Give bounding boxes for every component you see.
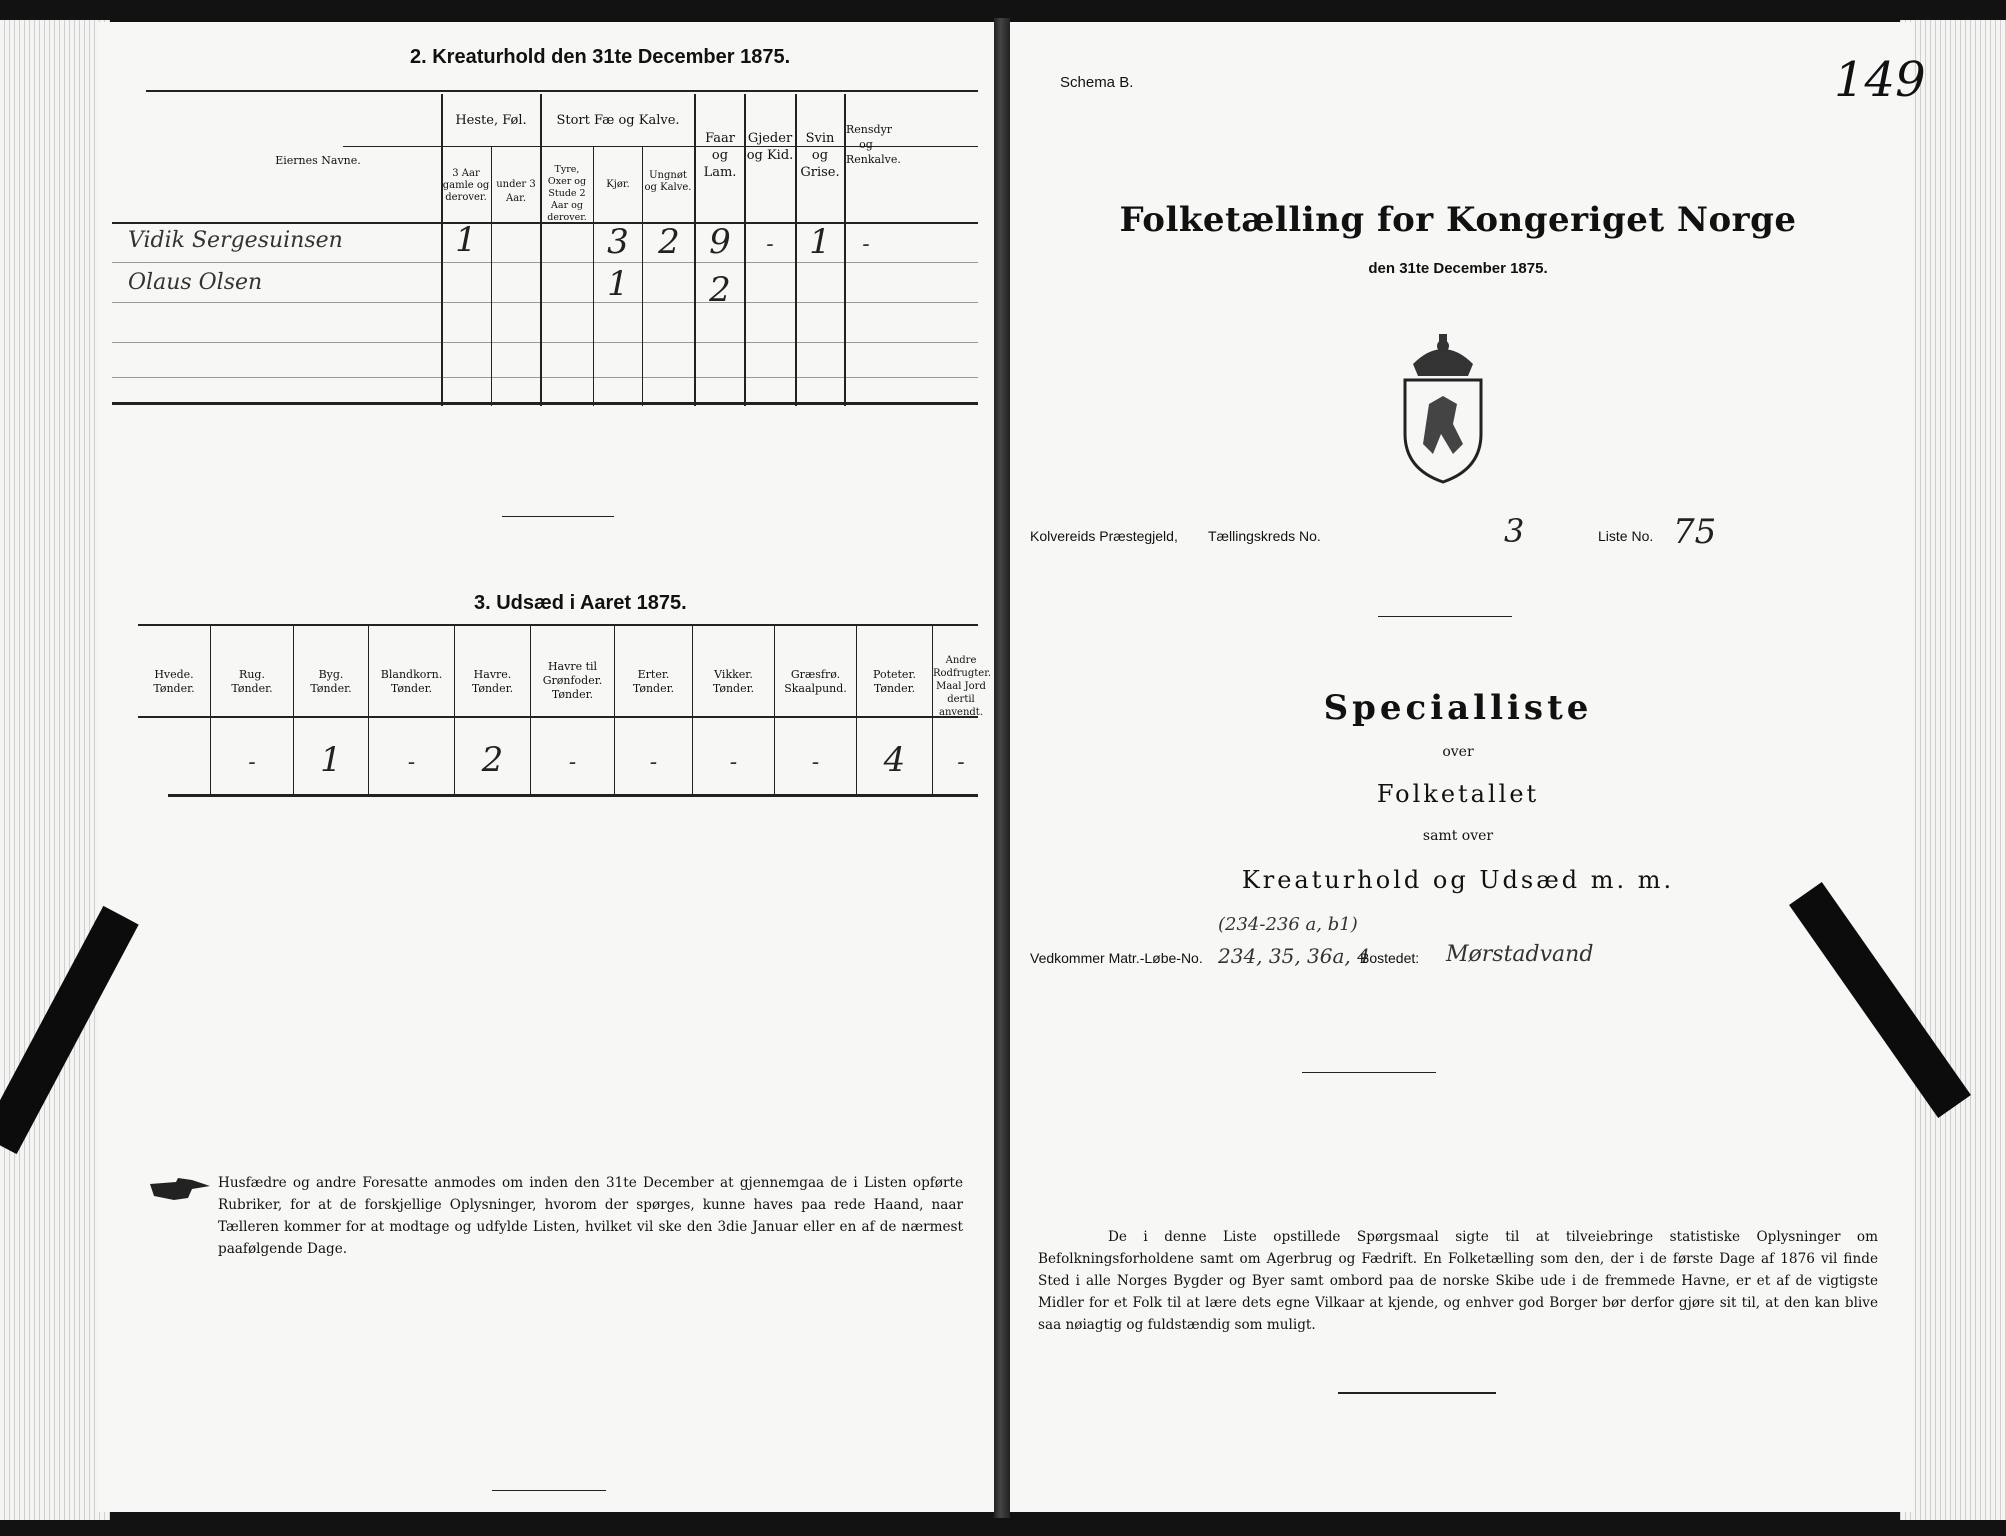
matr-value-above: (234-236 a, b1) bbox=[1218, 914, 1358, 935]
udsaed-col-3-header: Byg. Tønder. bbox=[310, 668, 352, 695]
district-number: 3 bbox=[1504, 512, 1525, 550]
udsaed-col-10-header: Poteter. Tønder. bbox=[873, 668, 916, 695]
census-date: den 31te December 1875. bbox=[1368, 260, 1548, 277]
list-number: 75 bbox=[1673, 512, 1717, 552]
table2-top-rule bbox=[146, 90, 978, 92]
owner-name-2: Olaus Olsen bbox=[128, 270, 263, 295]
matr-label: Vedkommer Matr.-Løbe-No. bbox=[1030, 950, 1203, 966]
schema-label: Schema B. bbox=[1060, 74, 1134, 91]
udsaed-val-10: 4 bbox=[883, 740, 906, 780]
udsaed-col-1-header: Hvede. Tønder. bbox=[153, 668, 195, 695]
cell-horse-old-1: 1 bbox=[455, 220, 477, 260]
samt-over-label: samt over bbox=[1422, 828, 1494, 844]
udsaed-val-5: 2 bbox=[481, 740, 504, 780]
book-gutter bbox=[994, 18, 1010, 1518]
col-owner-header: Eiernes Navne. bbox=[275, 154, 361, 167]
col-goats-header: Gjeder og Kid. bbox=[746, 131, 794, 163]
col-sheep-header: Faar og Lam. bbox=[703, 131, 737, 180]
udsaed-val-4: - bbox=[407, 750, 416, 775]
col-cows-header: Kjør. bbox=[606, 179, 630, 190]
udsaed-col-9-header: Græsfrø. Skaalpund. bbox=[784, 668, 847, 695]
owner-name-1: Vidik Sergesuinsen bbox=[128, 228, 343, 253]
cell-sheep-1: 9 bbox=[709, 222, 731, 262]
col-bulls-header: Tyre, Oxer og Stude 2 Aar og derover. bbox=[547, 164, 587, 223]
group-cattle-header: Stort Fæ og Kalve. bbox=[556, 113, 680, 128]
udsaed-val-6: - bbox=[568, 750, 577, 775]
information-note: De i denne Liste opstillede Spørgsmaal sigte til at tilveiebringe statistiske Oplysninger om Befolkningsforholdene samt om Agerbrug og Fædrift. En Folketælling som den, der i de første Dage af 1876 vil finde Sted i alle Norges Bygder og Byer samt ombord paa de norske Skibe ude i de fremmede Havne, er et af de vigtigste Midler for et Folk til at lære dets egne Vilkaar at kjende, og enhver god Borger bør derfor gjøre sit til, at den kan blive saa nøiagtig og fuldstændig som muligt. bbox=[1038, 1229, 1878, 1333]
list-label: Liste No. bbox=[1598, 528, 1654, 544]
cell-pigs-1: 1 bbox=[809, 222, 831, 262]
section3-title: 3. Udsæd i Aaret 1875. bbox=[474, 592, 687, 614]
bosted-label: Bostedet: bbox=[1360, 950, 1420, 966]
parish-name: Kolvereids Præstegjeld, bbox=[1030, 528, 1178, 544]
bosted-value: Mørstadvand bbox=[1446, 942, 1594, 967]
udsaed-col-6-header: Havre til Grønfoder. Tønder. bbox=[542, 660, 603, 701]
cell-young-1: 2 bbox=[658, 222, 680, 262]
folketallet-heading: Folketallet bbox=[1376, 780, 1540, 808]
cell-cows-2: 1 bbox=[607, 264, 629, 304]
matr-value: 234, 35, 36a, 4 bbox=[1218, 944, 1370, 968]
udsaed-col-5-header: Havre. Tønder. bbox=[471, 668, 514, 695]
udsaed-val-7: - bbox=[649, 750, 658, 775]
left-page bbox=[98, 22, 996, 1512]
udsaed-col-4-header: Blandkorn. Tønder. bbox=[380, 668, 443, 695]
table3-top-rule bbox=[138, 624, 978, 626]
page-edges-left bbox=[0, 20, 110, 1520]
cell-sheep-2: 2 bbox=[709, 270, 731, 310]
census-title: Folketælling for Kongeriget Norge bbox=[1119, 200, 1797, 240]
udsaed-col-2-header: Rug. Tønder. bbox=[231, 668, 273, 695]
page-number: 149 bbox=[1834, 52, 1926, 108]
col-reindeer-header: Rensdyr og Renkalve. bbox=[846, 123, 901, 166]
specialliste-heading: Specialliste bbox=[1323, 688, 1593, 728]
right-page bbox=[1008, 22, 1926, 1512]
footnote-text: Husfædre og andre Foresatte anmodes om inden den 31te December at gjennemgaa de i Listen opførte Rubriker, for at de forskjellige Oplysninger, hvorom der spørges, kunne haves paa rede Haand, naar Tælleren kommer for at modtage og udfylde Listen, hvilket vil ske den 3die Januar eller en af de nærmest paafølgende Dage. bbox=[218, 1175, 963, 1257]
udsaed-col-11-header: Andre Rodfrugter. Maal Jord dertil anvendt. bbox=[933, 655, 992, 718]
udsaed-val-3: 1 bbox=[320, 740, 342, 780]
table3-header-rule bbox=[138, 716, 978, 718]
udsaed-val-2: - bbox=[248, 750, 256, 775]
col-horse-young-header: under 3 Aar. bbox=[496, 179, 536, 204]
group-horses-header: Heste, Føl. bbox=[455, 113, 527, 128]
col-young-header: Ungnøt og Kalve. bbox=[644, 170, 692, 193]
district-label: Tællingskreds No. bbox=[1208, 528, 1321, 544]
udsaed-val-8: - bbox=[729, 750, 738, 775]
udsaed-val-11: - bbox=[957, 750, 965, 775]
page-edges-right bbox=[1900, 20, 2006, 1520]
col-horse-old-header: 3 Aar gamle og derover. bbox=[442, 168, 490, 203]
table2-bottom-rule bbox=[112, 402, 978, 405]
cell-cows-1: 3 bbox=[607, 222, 629, 262]
udsaed-val-9: - bbox=[811, 750, 820, 775]
cell-reindeer-1: - bbox=[862, 232, 870, 257]
coat-of-arms-icon bbox=[1383, 334, 1503, 484]
section2-title: 2. Kreaturhold den 31te December 1875. bbox=[410, 46, 791, 68]
over-label-1: over bbox=[1442, 744, 1474, 760]
col-pigs-header: Svin og Grise. bbox=[800, 131, 840, 180]
cell-goats-1: - bbox=[766, 232, 774, 257]
pointing-hand-icon bbox=[148, 1174, 212, 1204]
udsaed-col-7-header: Erter. Tønder. bbox=[632, 668, 675, 695]
udsaed-col-8-header: Vikker. Tønder. bbox=[712, 668, 755, 695]
kreaturhold-heading: Kreaturhold og Udsæd m. m. bbox=[1241, 866, 1675, 894]
